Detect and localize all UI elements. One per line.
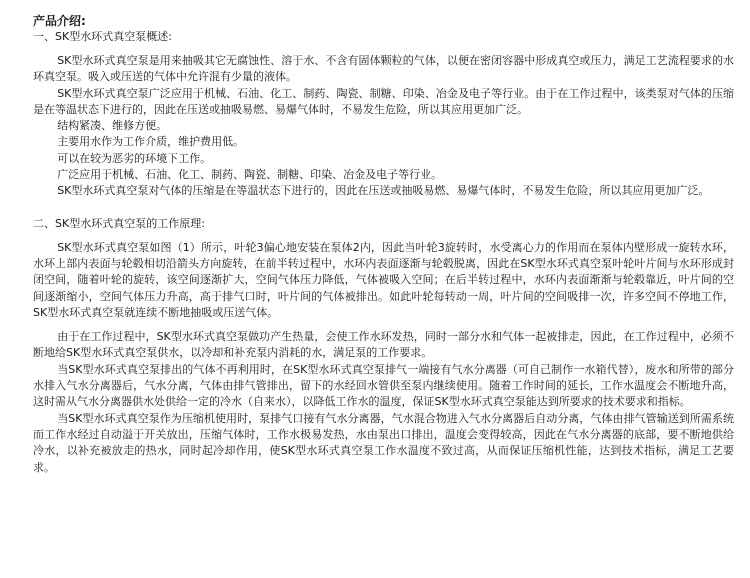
principle-paragraph-4: 当SK型水环式真空泵作为压缩机使用时，泵排气口接有气水分离器，气水混合物进入气水分离器后自动分离，气体由排气管输送到所需系统而工作水经过自动溢于开关放出，压缩气体时，工作水极易发热，水由泵出口排出，温度会变得较高，因此在气水分离器的底部，要不断地供给冷水，以补充被放走的热水，同时起冷却作用，使SK型水环式真空泵工作水温度不致过高，从而保证压缩机性能，达到技术指标，满足工艺要求。 — [33, 411, 734, 474]
section-title-principle: 二、SK型水环式真空泵的工作原理: — [33, 216, 205, 230]
overview-applications-paragraph: SK型水环式真空泵广泛应用于机械、石油、化工、制药、陶瓷、制糖、印染、冶金及电子等行业。由于在工作过程中，该类泵对气体的压缩是在等温状态下进行的，因此在压送或抽吸易燃、易爆气体时，不易发生危险，所以其应用更加广泛。 — [33, 86, 734, 116]
feature-item: 可以在较为恶劣的环境下工作。 — [57, 151, 212, 165]
feature-item: 广泛应用于机械、石油、化工、制药、陶瓷、制糖、印染、冶金及电子等行业。 — [57, 168, 443, 182]
principle-paragraph-3: 当SK型水环式真空泵排出的气体不再利用时，在SK型水环式真空泵排气一端接有气水分离器（可自己制作一水箱代替），废水和所带的部分水排入气水分离器后，气水分离，气体由排气管排出，留下的水经回水管供至泵内继续使用。随着工作时间的延长，工作水温度会不断地升高，这时需从气水分离器供水处供给一定的冷水（自来水），以降低工作水的温度，保证SK型水环式真空泵能达到所要求的技术要求和指标。 — [33, 362, 734, 409]
overview-lead-paragraph: SK型水环式真空泵是用来抽吸其它无腐蚀性、溶于水、不含有固体颗粒的气体，以便在密闭容器中形成真空或压力，满足工艺流程要求的水环真空泵。吸入或压送的气体中允许混有少量的液体。 — [33, 54, 734, 84]
page-heading: 产品介绍: — [33, 14, 86, 28]
section-title-overview: 一、SK型水环式真空泵概述: — [33, 30, 172, 43]
feature-item: 主要用水作为工作介质，维护费用低。 — [57, 135, 245, 149]
principle-paragraph-2: 由于在工作过程中，SK型水环式真空泵做功产生热量，会使工作水环发热，同时一部分水和气体一起被排走，因此，在工作过程中，必须不断地给SK型水环式真空泵供水，以冷却和补充泵内消耗的水，满足泵的工作要求。 — [33, 330, 734, 360]
feature-item: 结构紧凑、维修方便。 — [57, 119, 168, 133]
principle-paragraph-1: SK型水环式真空泵如图（1）所示，叶轮3偏心地安装在泵体2内，因此当叶轮3旋转时，水受离心力的作用而在泵体内壁形成一旋转水环，水环上部内表面与轮毂相切沿箭头方向旋转，在前半转过程中，水环内表面逐渐与轮毂脱离，因此在SK型水环式真空泵叶轮叶片间与水环形成封闭空间，随着叶轮的旋转，该空间逐渐扩大，空间气体压力降低，气体被吸入空间；在后半转过程中，水环内表面渐渐与轮毂靠近，叶片间的空间逐渐缩小，空间气体压力升高，高于排气口时，叶片间的气体被排出。如此叶轮每转动一周，叶片间的空间吸排一次，许多空间不停地工作，SK型水环式真空泵就连续不断地抽吸或压送气体。 — [33, 240, 734, 319]
overview-compression-paragraph: SK型水环式真空泵对气体的压缩是在等温状态下进行的，因此在压送或抽吸易燃、易爆气体时，不易发生危险，所以其应用更加广泛。 — [57, 184, 710, 198]
